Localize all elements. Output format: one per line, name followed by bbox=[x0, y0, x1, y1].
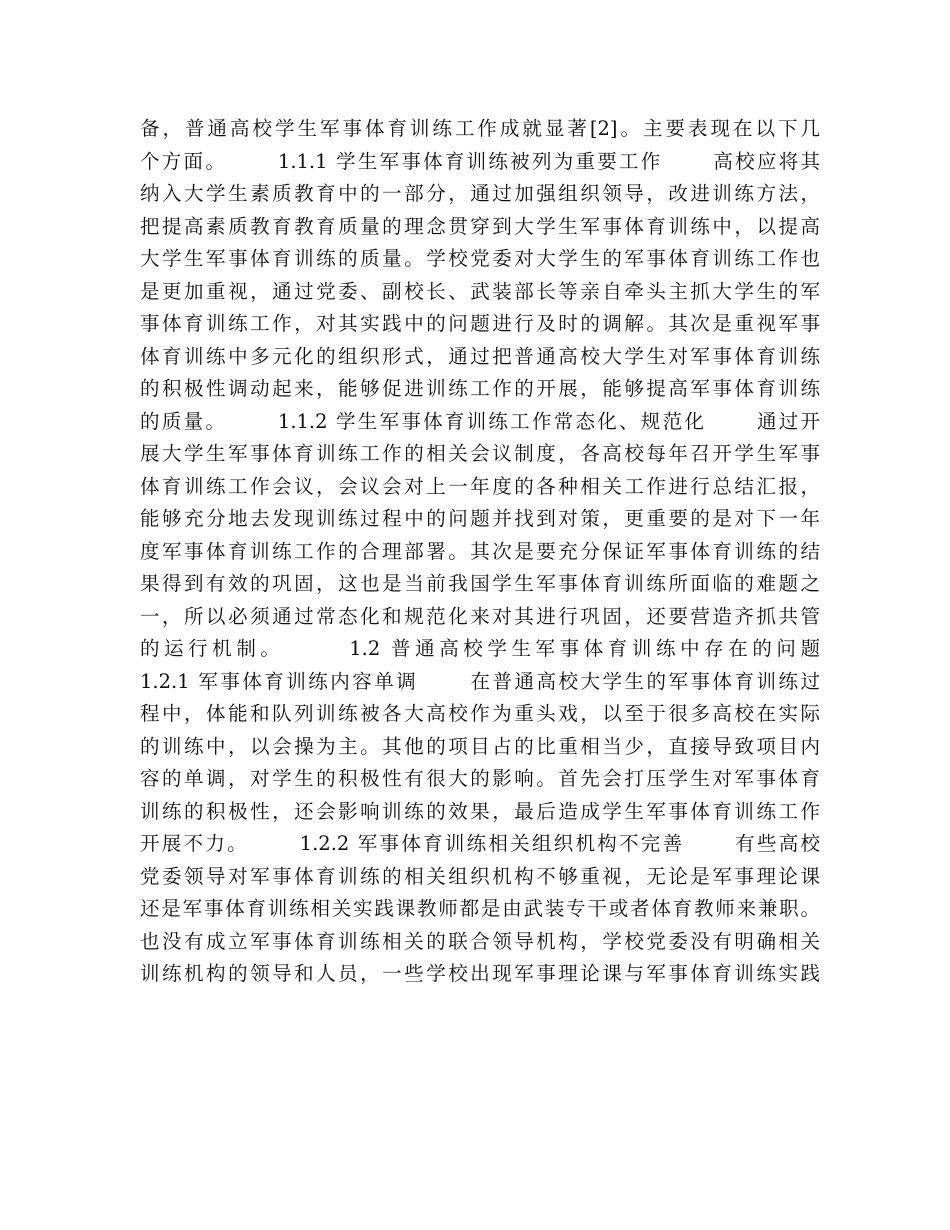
text-line: 的积极性调动起来，能够促进训练工作的开展，能够提高军事体育训练 bbox=[140, 377, 820, 400]
text-line: 还是军事体育训练相关实践课教师都是由武装专干或者体育教师来兼职。 bbox=[140, 897, 820, 920]
text-line: 1.2.1 军事体育训练内容单调 在普通高校大学生的军事体育训练过 bbox=[140, 669, 820, 693]
text-line: 程中，体能和队列训练被各大高校作为重头戏，以至于很多高校在实际 bbox=[140, 702, 820, 725]
text-line: 容的单调，对学生的积极性有很大的影响。首先会打压学生对军事体育 bbox=[140, 767, 820, 790]
text-line: 体育训练中多元化的组织形式，通过把普通高校大学生对军事体育训练 bbox=[140, 344, 820, 368]
text-line: 事体育训练工作，对其实践中的问题进行及时的调解。其次是重视军事 bbox=[140, 312, 820, 335]
text-line: 体育训练工作会议，会议会对上一年度的各种相关工作进行总结汇报， bbox=[140, 474, 820, 498]
text-line: 开展不力。 1.2.2 军事体育训练相关组织机构不完善 有些高校 bbox=[140, 832, 820, 855]
text-line: 的质量。 1.1.2 学生军事体育训练工作常态化、规范化 通过开 bbox=[140, 409, 820, 433]
text-line: 的训练中，以会操为主。其他的项目占的比重相当少，直接导致项目内 bbox=[140, 734, 820, 758]
text-line: 的运行机制。 1.2 普通高校学生军事体育训练中存在的问题 bbox=[140, 637, 820, 660]
text-line: 能够充分地去发现训练过程中的问题并找到对策，更重要的是对下一年 bbox=[140, 507, 820, 530]
text-line: 把提高素质教育教育质量的理念贯穿到大学生军事体育训练中，以提高 bbox=[140, 214, 820, 238]
text-line: 一，所以必须通过常态化和规范化来对其进行巩固，还要营造齐抓共管 bbox=[140, 604, 820, 628]
text-line: 果得到有效的巩固，这也是当前我国学生军事体育训练所面临的难题之 bbox=[140, 572, 820, 595]
text-line: 度军事体育训练工作的合理部署。其次是要充分保证军事体育训练的结 bbox=[140, 539, 820, 563]
text-line: 党委领导对军事体育训练的相关组织机构不够重视，无论是军事理论课 bbox=[140, 864, 820, 888]
text-line: 纳入大学生素质教育中的一部分，通过加强组织领导，改进训练方法， bbox=[140, 182, 820, 205]
text-line: 也没有成立军事体育训练相关的联合领导机构，学校党委没有明确相关 bbox=[140, 929, 820, 953]
text-line: 是更加重视，通过党委、副校长、武装部长等亲自牵头主抓大学生的军 bbox=[140, 279, 820, 303]
text-line: 训练机构的领导和人员，一些学校出现军事理论课与军事体育训练实践 bbox=[140, 962, 820, 985]
body-text bbox=[140, 113, 820, 991]
text-line: 大学生军事体育训练的质量。学校党委对大学生的军事体育训练工作也 bbox=[140, 247, 820, 270]
text-line: 展大学生军事体育训练工作的相关会议制度，各高校每年召开学生军事 bbox=[140, 442, 820, 465]
text-line: 备，普通高校学生军事体育训练工作成就显著[2]。主要表现在以下几 bbox=[140, 117, 820, 140]
text-line: 训练的积极性，还会影响训练的效果，最后造成学生军事体育训练工作 bbox=[140, 799, 820, 823]
text-line: 个方面。 1.1.1 学生军事体育训练被列为重要工作 高校应将其 bbox=[140, 149, 820, 173]
